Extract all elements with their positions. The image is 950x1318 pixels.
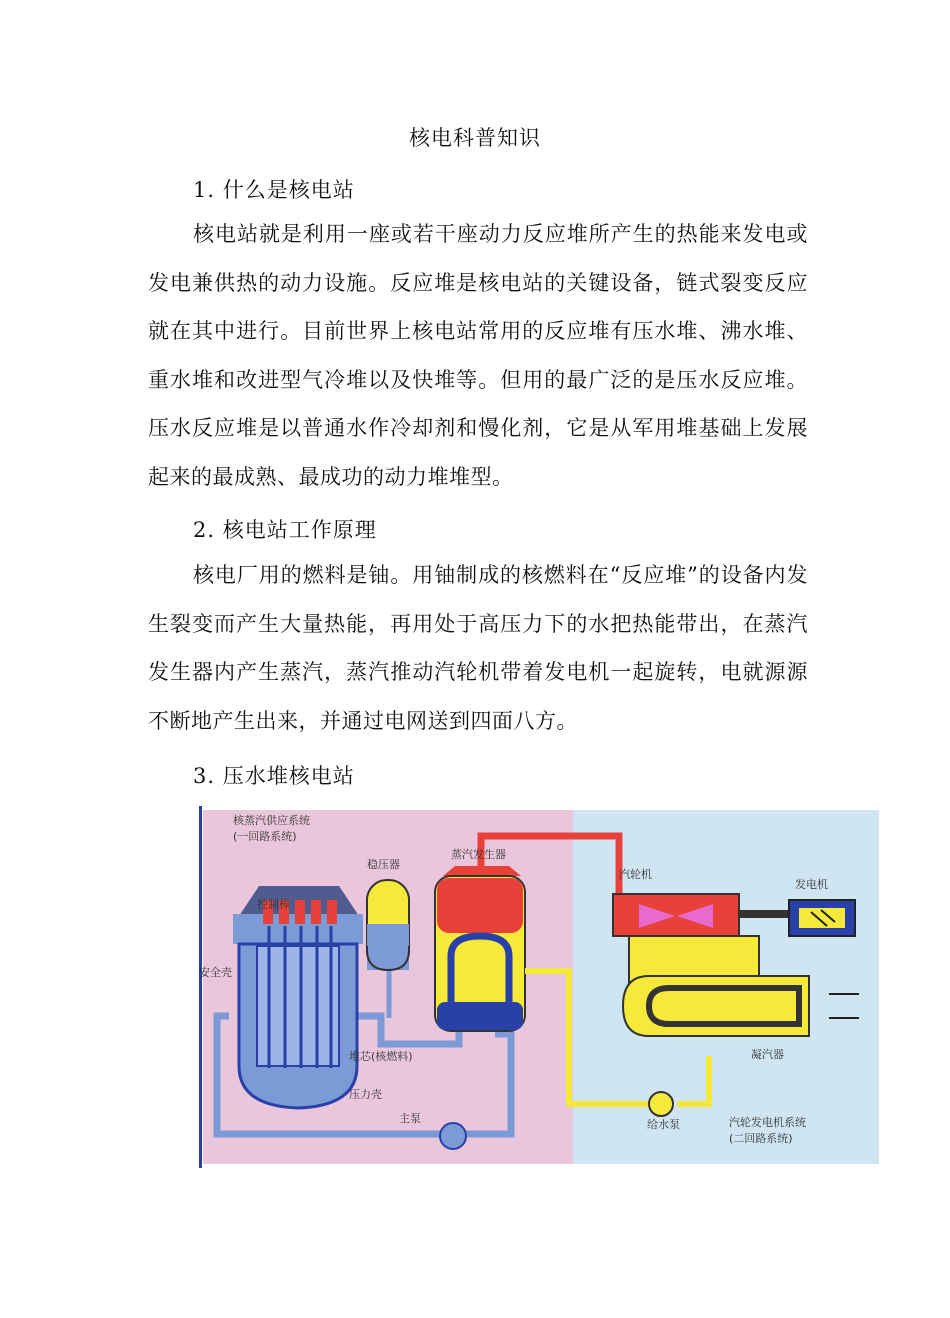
pressure-vessel-label: 压力壳 (349, 1088, 382, 1101)
generator-label: 发电机 (795, 878, 828, 891)
section-1-heading: 1. 什么是核电站 (193, 178, 355, 202)
dome-label: 安全壳 (199, 966, 232, 979)
main-pump-symbol (440, 1123, 466, 1149)
document-title: 核电科普知识 (409, 126, 541, 150)
section-1-paragraph: 核电站就是利用一座或若干座动力反应堆所产生的热能来发电或发电兼供热的动力设施。反应堆是核电站的关键设备，链式裂变反应就在其中进行。目前世界上核电站常用的反应堆有压水堆、沸水堆、重水堆和改进型气冷堆以及快堆等。但用的最广泛的是压水反应堆。压水反应堆是以普通水作冷却剂和慢化剂，它是从军用堆基础上发展起来的最成熟、最成功的动力堆堆型。 (148, 222, 808, 489)
generator-unit (789, 900, 855, 936)
primary-system-label: 核蒸汽供应系统 (233, 814, 310, 827)
pressurizer-label: 稳压器 (367, 858, 400, 871)
condenser-label: 凝汽器 (751, 1048, 784, 1061)
primary-system-sub: (一回路系统) (233, 830, 297, 843)
feed-pump-symbol (649, 1092, 673, 1116)
turbine-label: 汽轮机 (619, 868, 652, 881)
feed-pump-label: 给水泵 (647, 1118, 680, 1131)
control-rods-label: 控制棒 (257, 898, 290, 911)
steam-generator-label: 蒸汽发生器 (451, 848, 506, 861)
section-3-heading: 3. 压水堆核电站 (193, 764, 355, 788)
pwr-diagram (199, 806, 879, 1168)
steam-generator-vessel (435, 866, 525, 1031)
section-2-heading: 2. 核电站工作原理 (193, 518, 377, 542)
pressurizer-tank (367, 880, 409, 970)
reactor-vessel (233, 886, 363, 1108)
section-2-paragraph: 核电厂用的燃料是铀。用铀制成的核燃料在“反应堆”的设备内发生裂变而产生大量热能，再用处于高压力下的水把热能带出，在蒸汽发生器内产生蒸汽，蒸汽推动汽轮机带着发电机一起旋转，电就源源不断地产生出来，并通过电网送到四面八方。 (148, 563, 808, 733)
secondary-system-sub: (二回路系统) (729, 1132, 793, 1145)
core-label: 堆芯(核燃料) (349, 1050, 413, 1063)
main-pump-label: 主泵 (399, 1112, 421, 1125)
secondary-system-label: 汽轮发电机系统 (729, 1116, 806, 1129)
